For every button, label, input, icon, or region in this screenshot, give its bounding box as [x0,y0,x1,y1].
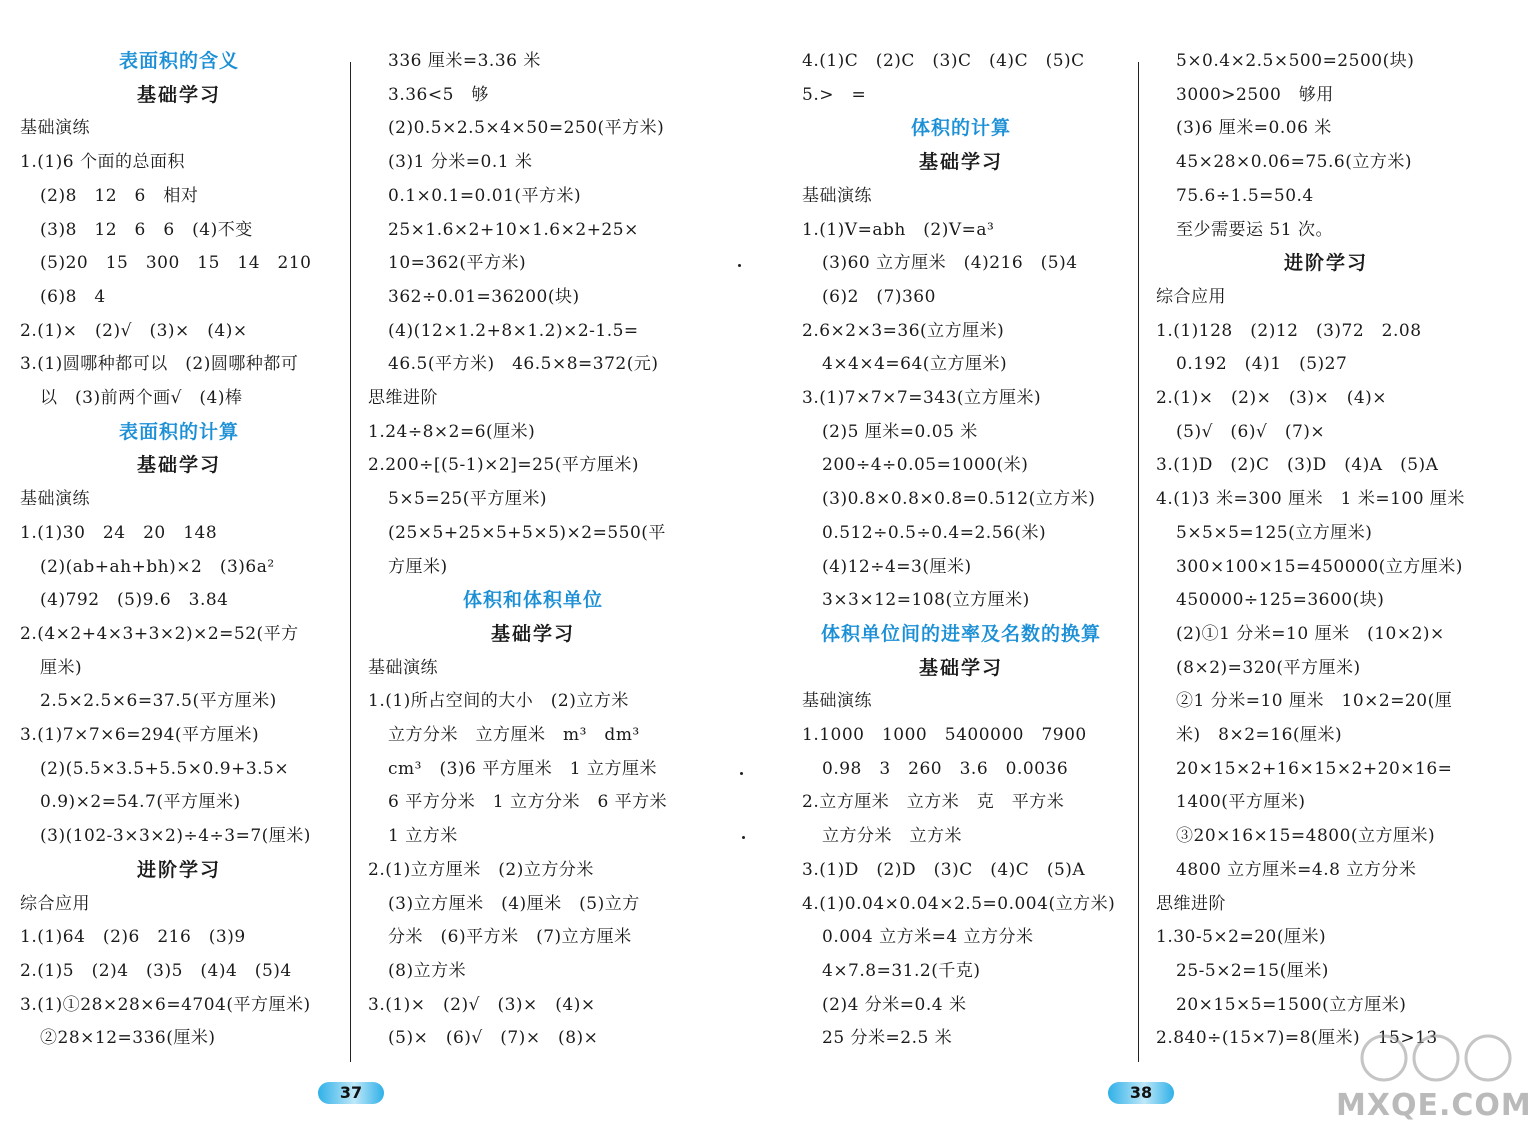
answer-line: ②28×12=336(厘米) [40,1028,216,1049]
answer-line: 1.24÷8×2=6(厘米) [368,421,536,442]
page-number-left: 37 [318,1082,384,1104]
answer-line: 分米 (6)平方米 (7)立方厘米 [388,927,632,948]
answer-line: 75.6÷1.5=50.4 [1176,185,1314,206]
answer-line: 综合应用 [20,893,90,914]
answer-line: 25×1.6×2+10×1.6×2+25× [388,219,639,240]
answer-line: 基础演练 [368,657,438,678]
answer-line: (2)(ab+ah+bh)×2 (3)6a² [40,556,275,577]
answer-line: 45×28×0.06=75.6(立方米) [1176,152,1412,173]
answer-line: (4)(12×1.2+8×1.2)×2-1.5= [388,320,639,341]
answer-line: 立方分米 立方米 [822,826,962,847]
answer-line: (3)60 立方厘米 (4)216 (5)4 [822,253,1078,274]
answer-line: 0.004 立方米=4 立方分米 [822,927,1034,948]
answer-line: 2.(1)× (2)× (3)× (4)× [1156,388,1388,408]
answer-line: 20×15×5=1500(立方厘米) [1176,994,1407,1015]
watermark-text: MXQE.COM [1336,1088,1532,1123]
section-title: 表面积的含义 [118,50,239,72]
answer-line: 2.(4×2+4×3+3×2)×2=52(平方 [20,623,299,644]
answer-line: (3)(102-3×3×2)÷4÷3=7(厘米) [40,826,311,847]
answer-line: 0.1×0.1=0.01(平方米) [388,185,582,206]
answer-line: (2)4 分米=0.4 米 [822,994,967,1015]
answer-line: 3.(1)7×7×7=343(立方厘米) [802,388,1042,408]
answer-line: 6 平方分米 1 立方分米 6 平方米 [388,792,668,813]
answer-line: (3)8 12 6 6 (4)不变 [40,219,253,240]
answer-line: 4.(1)0.04×0.04×2.5=0.004(立方米) [802,893,1116,914]
margin-dot [738,264,741,267]
answer-line: ②1 分米=10 厘米 10×2=20(厘 [1176,691,1453,712]
answer-line: 基础演练 [20,489,90,510]
answer-line: 3.(1)7×7×6=294(平方厘米) [20,725,260,745]
answer-line: 200÷4÷0.05=1000(米) [822,455,1029,476]
answer-line: 25 分米=2.5 米 [822,1028,953,1049]
answer-line: 厘米) [40,657,83,678]
answer-line: (2)0.5×2.5×4×50=250(平方米) [388,118,665,139]
answer-line: 思维进阶 [368,388,438,408]
answer-line: 46.5(平方米) 46.5×8=372(元) [388,354,659,375]
answer-line: 2.(1)立方厘米 (2)立方分米 [368,859,594,880]
section-title: 表面积的计算 [118,420,239,443]
answer-line: 5×5×5=125(立方厘米) [1176,522,1373,543]
answer-line: (3)1 分米=0.1 米 [388,152,533,173]
section-subtitle: 基础学习 [136,83,221,106]
answer-line: 1.1000 1000 5400000 7900 [802,725,1087,745]
answer-line: 1 立方米 [388,826,458,847]
answer-line: 0.9)×2=54.7(平方厘米) [40,792,241,813]
answer-line: 2.(1)5 (2)4 (3)5 (4)4 (5)4 [20,960,292,981]
answer-line: 思维进阶 [1156,893,1226,914]
answer-line: (8)立方米 [388,960,467,981]
section-subtitle: 基础学习 [918,151,1003,174]
answer-line: (2)①1 分米=10 厘米 (10×2)× [1176,623,1445,644]
answer-line: (3)立方厘米 (4)厘米 (5)立方 [388,893,640,914]
answer-line: 20×15×2+16×15×2+20×16= [1176,758,1453,779]
answer-line: 5×5=25(平方厘米) [388,489,548,510]
answer-line: (8×2)=320(平方厘米) [1176,657,1361,678]
answer-line: 5.> = [802,84,867,105]
answer-line: 5×0.4×2.5×500=2500(块) [1176,51,1415,71]
answer-line: 1.(1)30 24 20 148 [20,522,218,543]
margin-dot [740,772,743,775]
answer-line: 3.(1)D (2)D (3)C (4)C (5)A [802,859,1086,880]
answer-line: 2.5×2.5×6=37.5(平方厘米) [40,691,277,712]
answer-line: 4800 立方厘米=4.8 立方分米 [1176,859,1417,880]
section-title: 体积和体积单位 [462,589,603,612]
answer-line: 1.(1)64 (2)6 216 (3)9 [20,927,246,948]
margin-dot [742,836,745,839]
answer-line: (5)× (6)√ (7)× (8)× [388,1028,599,1049]
answer-line: 1.30-5×2=20(厘米) [1156,927,1327,948]
answer-line: 4×7.8=31.2(千克) [822,960,981,981]
watermark-logo [1360,1030,1530,1086]
page-number-right: 38 [1108,1082,1174,1104]
answer-line: 基础演练 [802,185,872,206]
answer-line: 以 (3)前两个画√ (4)棒 [40,388,243,408]
column-divider [1138,62,1139,1062]
answer-line: 3.(1)× (2)√ (3)× (4)× [368,994,596,1015]
answer-line: 10=362(平方米) [388,253,527,274]
answer-line: 4.(1)C (2)C (3)C (4)C (5)C [802,51,1085,71]
answer-line: 362÷0.01=36200(块) [388,286,580,307]
answer-line: 3.(1)D (2)C (3)D (4)A (5)A [1156,455,1439,476]
section-subtitle: 进阶学习 [1283,252,1368,275]
answer-line: (5)20 15 300 15 14 210 [40,253,312,274]
answer-line: (2)8 12 6 相对 [40,185,199,206]
answer-line: 综合应用 [1156,286,1226,307]
column-divider [350,62,351,1062]
answer-line: 3.(1)①28×28×6=4704(平方厘米) [20,994,311,1015]
answer-line: 3.(1)圆哪种都可以 (2)圆哪种都可 [20,354,299,375]
answer-line: (4)792 (5)9.6 3.84 [40,590,229,611]
section-subtitle: 基础学习 [490,622,575,645]
answer-line: (6)8 4 [40,286,106,307]
answer-line: (6)2 (7)360 [822,286,936,307]
answer-line: 1.(1)所占空间的大小 (2)立方米 [368,691,629,712]
answer-line: 3.36<5 够 [388,84,489,105]
section-subtitle: 基础学习 [136,454,221,477]
answer-line: 0.512÷0.5÷0.4=2.56(米) [822,522,1047,543]
answer-line: 3×3×12=108(立方厘米) [822,590,1030,611]
answer-line: 方厘米) [388,556,448,577]
answer-line: 2.6×2×3=36(立方厘米) [802,320,1005,341]
answer-line: (25×5+25×5+5×5)×2=550(平 [388,522,666,543]
answer-line: (2)5 厘米=0.05 米 [822,421,978,442]
answer-line: 2.200÷[(5-1)×2]=25(平方厘米) [368,455,640,476]
answer-line: 3000>2500 够用 [1176,84,1334,105]
answer-line: 2.(1)× (2)√ (3)× (4)× [20,320,248,341]
answer-line: 1.(1)128 (2)12 (3)72 2.08 [1156,320,1422,341]
answer-line: 1.(1)6 个面的总面积 [20,152,186,173]
section-subtitle: 进阶学习 [136,858,221,881]
answer-line: 基础演练 [20,118,90,139]
answer-line: ③20×16×15=4800(立方厘米) [1176,826,1436,847]
section-subtitle: 基础学习 [918,656,1003,679]
answer-line: 2.立方厘米 立方米 克 平方米 [802,792,1065,813]
answer-line: (2)(5.5×3.5+5.5×0.9+3.5× [40,758,290,779]
answer-line: 300×100×15=450000(立方厘米) [1176,556,1463,577]
answer-line: (4)12÷4=3(厘米) [822,556,972,577]
answer-line: (5)√ (6)√ (7)× [1176,421,1326,442]
answer-line: 336 厘米=3.36 米 [388,51,541,71]
answer-line: 450000÷125=3600(块) [1176,590,1385,611]
answer-line: 4×4×4=64(立方厘米) [822,354,1008,375]
answer-line: 1.(1)V=abh (2)V=a³ [802,219,995,240]
answer-line: 25-5×2=15(厘米) [1176,960,1329,981]
answer-line: 2.840÷(15×7)=8(厘米) 15>13 [1156,1028,1438,1049]
section-title: 体积的计算 [910,117,1011,140]
answer-line: 0.98 3 260 3.6 0.0036 [822,758,1069,779]
answer-line: 0.192 (4)1 (5)27 [1176,354,1348,375]
answer-line: 立方分米 立方厘米 m³ dm³ [388,725,640,745]
answer-line: (3)6 厘米=0.06 米 [1176,118,1332,139]
answer-line: cm³ (3)6 平方厘米 1 立方厘米 [388,758,657,779]
section-title: 体积单位间的进率及名数的换算 [820,622,1101,645]
answer-line: 1400(平方厘米) [1176,792,1306,813]
answer-line: 米) 8×2=16(厘米) [1176,725,1343,745]
answer-line: 至少需要运 51 次。 [1176,219,1333,240]
answer-line: 基础演练 [802,691,872,712]
answer-line: (3)0.8×0.8×0.8=0.512(立方米) [822,489,1096,510]
answer-line: 4.(1)3 米=300 厘米 1 米=100 厘米 [1156,489,1465,510]
